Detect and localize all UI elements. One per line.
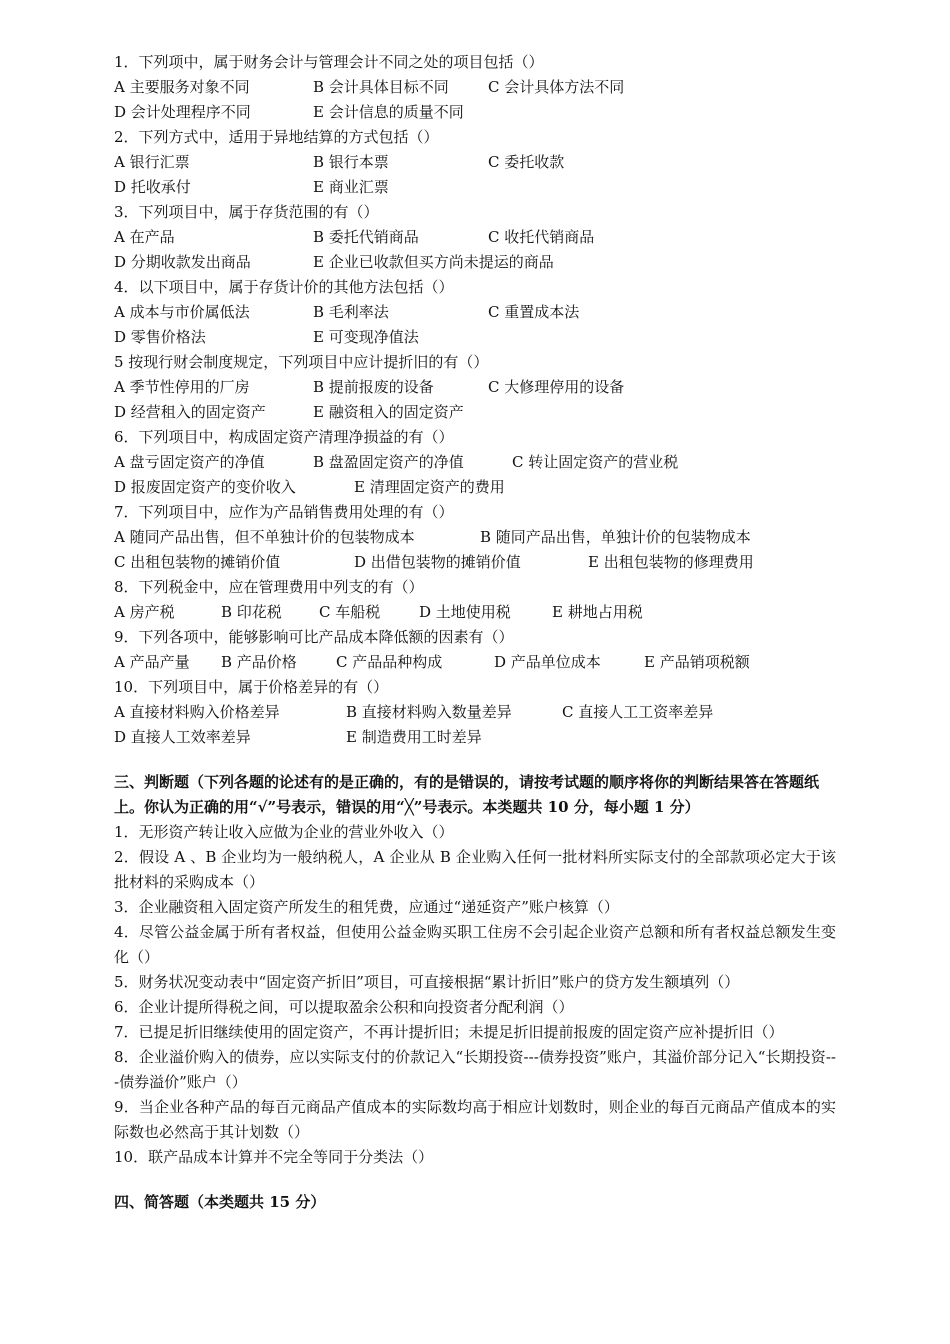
options-row: [114, 100, 836, 125]
option-e: E 清理固定资产的费用: [354, 478, 505, 496]
option-c: C 出租包装物的摊销价值: [114, 553, 281, 571]
option-a: A 在产品: [114, 228, 175, 246]
option-c: C 转让固定资产的营业税: [512, 453, 679, 471]
option-c: C 收托代销商品: [488, 228, 595, 246]
judgment-item-9: 9．当企业各种产品的每百元商品产值成本的实际数均高于相应计划数时，则企业的每百元商品产值成本的实际数也必然高于其计划数（）: [114, 1098, 836, 1141]
option-e: E 耕地占用税: [552, 603, 643, 621]
judgment-item-4: 4．尽管公益金属于所有者权益，但使用公益金购买职工住房不会引起企业资产总额和所有者权益总额发生变化（）: [114, 923, 836, 966]
option-d: D 托收承付: [114, 178, 191, 196]
judgment-item-8: 8．企业溢价购入的债券，应以实际支付的价款记入“长期投资---债券投资”账户，其溢价部分记入“长期投资---债券溢价”账户（）: [114, 1048, 836, 1091]
option-a: A 银行汇票: [114, 153, 190, 171]
option-d: D 直接人工效率差异: [114, 728, 251, 746]
option-e: E 制造费用工时差异: [346, 728, 482, 746]
question-4: 4．以下项目中，属于存货计价的其他方法包括（）: [114, 278, 454, 296]
options-row: [114, 650, 836, 675]
question-1: 1．下列项中，属于财务会计与管理会计不同之处的项目包括（）: [114, 53, 544, 71]
option-b: B 毛利率法: [313, 303, 389, 321]
options-row: [114, 150, 836, 175]
option-b: B 盘盈固定资产的净值: [313, 453, 464, 471]
section-spacer: [114, 1170, 836, 1190]
option-c: C 委托收款: [488, 153, 565, 171]
options-row: [114, 475, 836, 500]
options-row: [114, 700, 836, 725]
option-a: A 主要服务对象不同: [114, 78, 250, 96]
option-b: B 银行本票: [313, 153, 389, 171]
question-10: 10．下列项目中，属于价格差异的有（）: [114, 678, 389, 696]
options-row: [114, 175, 836, 200]
options-row: [114, 250, 836, 275]
option-d: D 分期收款发出商品: [114, 253, 251, 271]
judgment-item-5: 5．财务状况变动表中“固定资产折旧”项目，可直接根据“累计折旧”账户的贷方发生额填列（）: [114, 973, 740, 991]
option-c: C 直接人工工资率差异: [562, 703, 714, 721]
judgment-item-1: 1．无形资产转让收入应做为企业的营业外收入（）: [114, 823, 454, 841]
section-3-heading: 三、判断题（下列各题的论述有的是正确的，有的是错误的，请按考试题的顺序将你的判断结果答在答题纸上。你认为正确的用“√”号表示，错误的用“╳”号表示。本类题共 10 分，每小题 1 分）: [114, 773, 820, 816]
option-a: A 盘亏固定资产的净值: [114, 453, 265, 471]
option-d: D 报废固定资产的变价收入: [114, 478, 296, 496]
question-9: 9．下列各项中，能够影响可比产品成本降低额的因素有（）: [114, 628, 514, 646]
option-e: E 产品销项税额: [644, 653, 750, 671]
option-a: A 季节性停用的厂房: [114, 378, 250, 396]
question-2: 2．下列方式中，适用于异地结算的方式包括（）: [114, 128, 439, 146]
option-d: D 经营租入的固定资产: [114, 403, 266, 421]
options-row: [114, 300, 836, 325]
judgment-item-2: 2．假设 A 、B 企业均为一般纳税人，A 企业从 B 企业购入任何一批材料所实际支付的全部款项必定大于该批材料的采购成本（）: [114, 848, 836, 891]
option-c: C 车船税: [319, 603, 381, 621]
option-e: E 商业汇票: [313, 178, 389, 196]
option-b: B 印花税: [221, 603, 282, 621]
question-5: 5 按现行财会制度规定，下列项目中应计提折旧的有（）: [114, 353, 489, 371]
option-b: B 直接材料购入数量差异: [346, 703, 512, 721]
option-a: A 成本与市价属低法: [114, 303, 250, 321]
option-e: E 融资租入的固定资产: [313, 403, 464, 421]
option-a: A 房产税: [114, 603, 175, 621]
judgment-item-10: 10．联产品成本计算并不完全等同于分类法（）: [114, 1148, 434, 1166]
option-e: E 出租包装物的修理费用: [588, 553, 754, 571]
options-row: [114, 725, 836, 750]
options-row: [114, 550, 836, 575]
option-a: A 产品产量: [114, 653, 190, 671]
question-8: 8．下列税金中，应在管理费用中列支的有（）: [114, 578, 424, 596]
option-b: B 产品价格: [221, 653, 297, 671]
options-row: [114, 450, 836, 475]
option-d: D 零售价格法: [114, 328, 206, 346]
option-b: B 提前报废的设备: [313, 378, 434, 396]
option-d: D 出借包装物的摊销价值: [354, 553, 521, 571]
option-e: E 会计信息的质量不同: [313, 103, 464, 121]
option-d: D 产品单位成本: [494, 653, 601, 671]
option-b: B 随同产品出售，单独计价的包装物成本: [480, 528, 751, 546]
option-b: B 会计具体目标不同: [313, 78, 449, 96]
question-7: 7．下列项目中，应作为产品销售费用处理的有（）: [114, 503, 454, 521]
options-row: [114, 525, 836, 550]
option-d: D 土地使用税: [419, 603, 511, 621]
options-row: [114, 225, 836, 250]
option-c: C 大修理停用的设备: [488, 378, 625, 396]
option-d: D 会计处理程序不同: [114, 103, 251, 121]
option-c: C 会计具体方法不同: [488, 78, 625, 96]
option-c: C 重置成本法: [488, 303, 580, 321]
options-row: [114, 600, 836, 625]
option-a: A 直接材料购入价格差异: [114, 703, 280, 721]
exam-page: [114, 50, 836, 1215]
section-4-heading: 四、简答题（本类题共 15 分）: [114, 1193, 326, 1211]
option-a: A 随同产品出售，但不单独计价的包装物成本: [114, 528, 415, 546]
options-row: [114, 325, 836, 350]
option-c: C 产品品种构成: [336, 653, 443, 671]
section-spacer: [114, 750, 836, 770]
options-row: [114, 75, 836, 100]
judgment-item-3: 3．企业融资租入固定资产所发生的租凭费，应通过“递延资产”账户核算（）: [114, 898, 619, 916]
option-e: E 可变现净值法: [313, 328, 419, 346]
question-3: 3．下列项目中，属于存货范围的有（）: [114, 203, 379, 221]
options-row: [114, 375, 836, 400]
judgment-item-6: 6．企业计提所得税之间，可以提取盈余公积和向投资者分配利润（）: [114, 998, 574, 1016]
options-row: [114, 400, 836, 425]
judgment-item-7: 7．已提足折旧继续使用的固定资产，不再计提折旧；未提足折旧提前报废的固定资产应补提折旧（）: [114, 1023, 784, 1041]
question-6: 6．下列项目中，构成固定资产清理净损益的有（）: [114, 428, 454, 446]
option-e: E 企业已收款但买方尚未提运的商品: [313, 253, 554, 271]
option-b: B 委托代销商品: [313, 228, 419, 246]
